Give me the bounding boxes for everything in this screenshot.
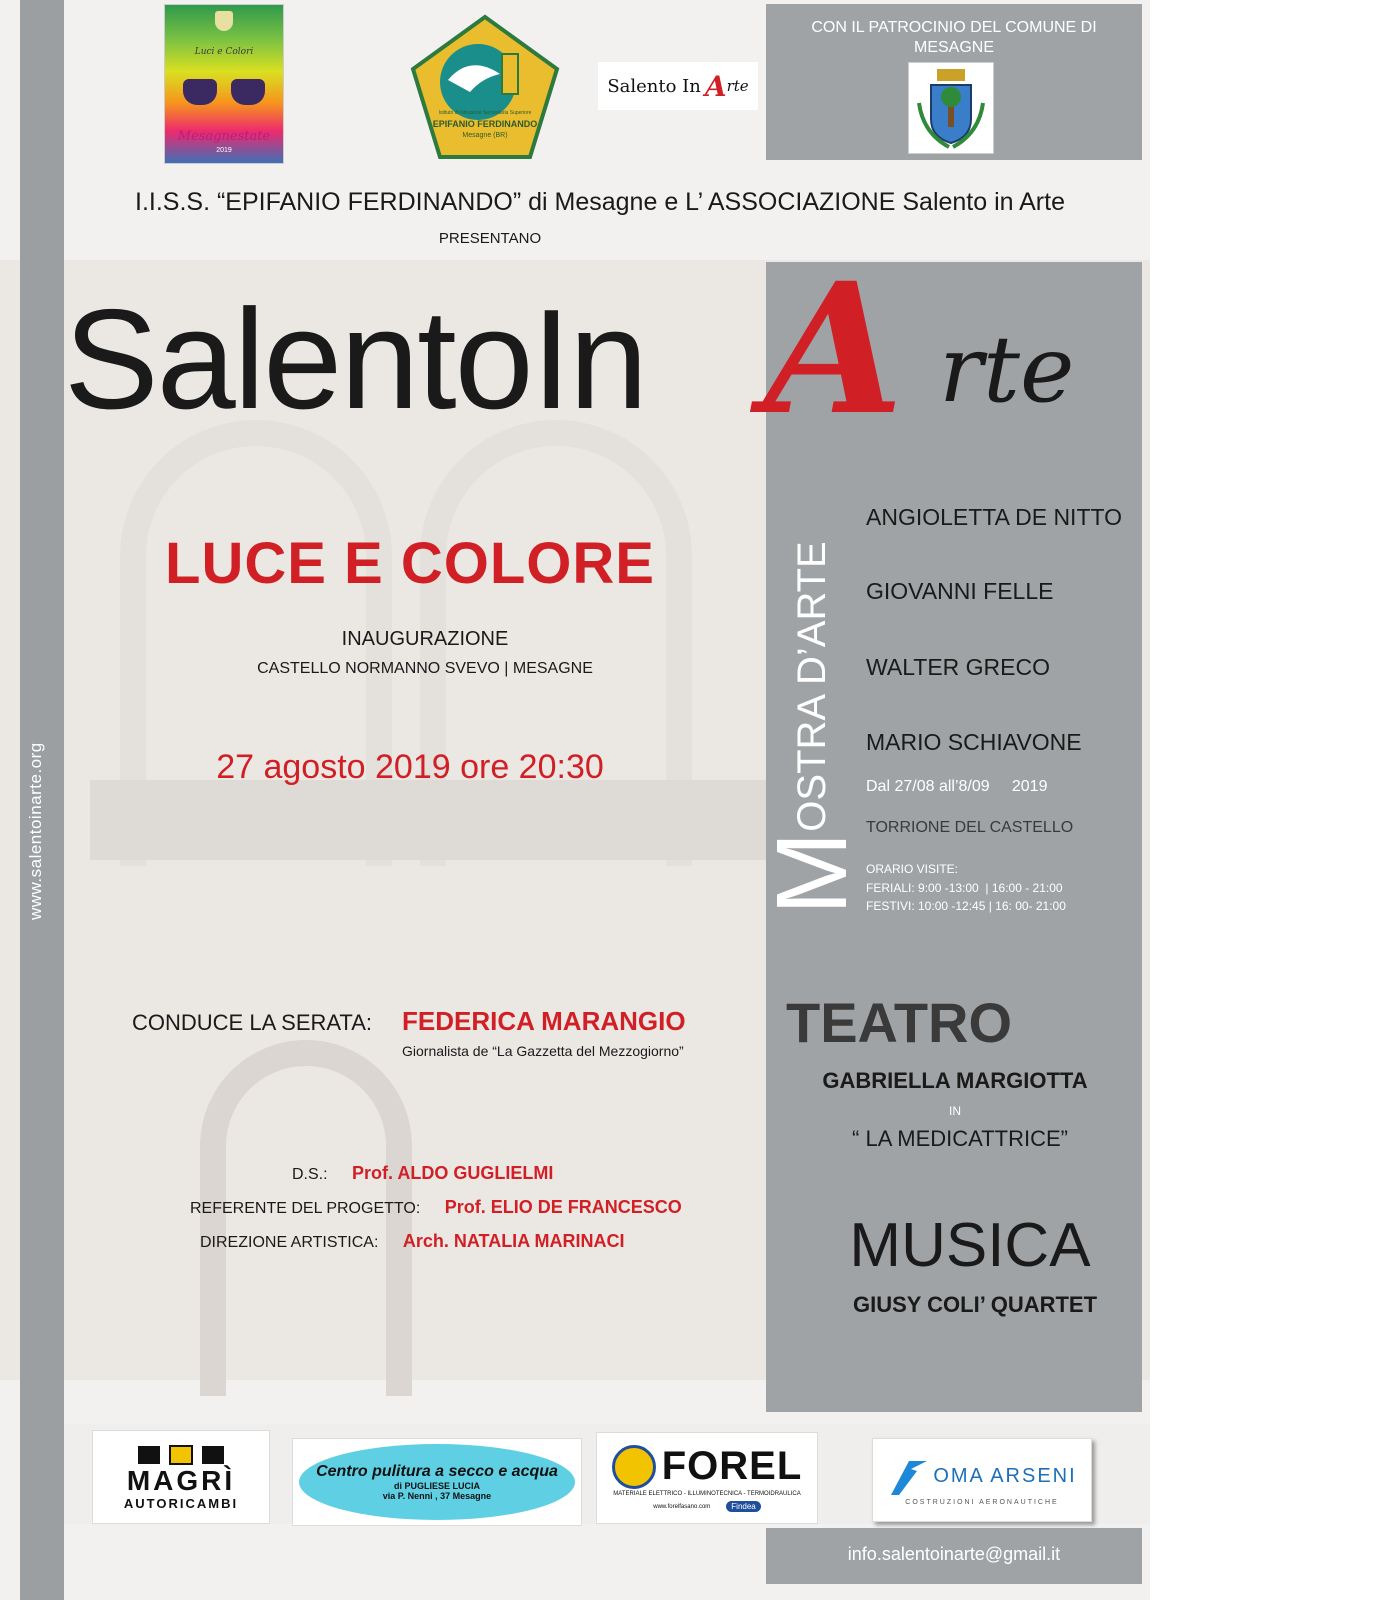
credit-name: Prof. ALDO GUGLIELMI <box>352 1163 554 1183</box>
event-title: LUCE E COLORE <box>165 531 655 596</box>
website-url[interactable]: www.salentoinarte.org <box>26 742 45 920</box>
credit-row <box>292 1163 553 1184</box>
crest-icon <box>909 63 993 153</box>
mostra-dates: Dal 27/08 all’8/09 2019 <box>866 778 1048 795</box>
oma-sub: COSTRUZIONI AERONAUTICHE <box>905 1498 1059 1506</box>
organizers-line: I.I.S.S. “EPIFANIO FERDINANDO” di Mesagne e L’ ASSOCIAZIONE Salento in Arte <box>135 188 1065 216</box>
host-role: Giornalista de “La Gazzetta del Mezzogiorno” <box>402 1043 684 1059</box>
artist-name: GIOVANNI FELLE <box>866 578 1054 604</box>
title-arte-rest: rte <box>939 316 1075 423</box>
crest-icon <box>215 11 233 31</box>
estate-year-text: 2019 <box>216 147 232 154</box>
host-name: FEDERICA MARANGIO <box>402 1006 686 1036</box>
forel-footer <box>653 1501 761 1512</box>
salento-in-arte-small-logo <box>598 62 758 110</box>
small-logo-suffix: rte <box>726 77 749 95</box>
credit-label: D.S.: <box>292 1166 328 1183</box>
event-place: CASTELLO NORMANNO SVEVO | MESAGNE <box>257 660 593 677</box>
magri-mark-icon <box>136 1444 226 1466</box>
hours-holiday: FESTIVI: 10:00 -12:45 | 16: 00- 21:00 <box>866 899 1066 913</box>
artist-name: WALTER GRECO <box>866 654 1051 680</box>
backdrop-balcony <box>90 780 770 860</box>
teatro-title: TEATRO <box>786 991 1013 1054</box>
estate-name-text: Mesagnestate <box>177 129 271 144</box>
oma-name: OMA ARSENI <box>933 1465 1077 1487</box>
artist-name: MARIO SCHIAVONE <box>866 729 1082 755</box>
school-line-2: EPIFANIO FERDINANDO <box>432 119 538 129</box>
small-logo-prefix: Salento In <box>607 75 701 97</box>
credit-name: Prof. ELIO DE FRANCESCO <box>444 1197 682 1217</box>
backdrop-door-arch <box>200 1040 412 1396</box>
event-datetime: 27 agosto 2019 ore 20:30 <box>216 748 604 786</box>
school-line-1: Istituto di Istruzione Secondaria Superiore <box>438 110 532 116</box>
forel-name: FOREL <box>661 1444 803 1488</box>
school-logo <box>410 14 560 160</box>
footer-email[interactable]: info.salentoinarte@gmail.it <box>847 1544 1061 1564</box>
magri-sub: AUTORICAMBI <box>123 1495 239 1511</box>
oma-header <box>887 1455 1076 1499</box>
patronage-text: CON IL PATROCINIO DEL COMUNE DI MESAGNE <box>811 19 1097 56</box>
credit-name: Arch. NATALIA MARINACI <box>402 1231 625 1251</box>
musica-band: GIUSY COLI’ QUARTET <box>852 1292 1098 1317</box>
sponsor-forel <box>596 1432 818 1524</box>
credit-row <box>200 1231 625 1252</box>
teatro-play: “ LA MEDICATTRICE” <box>852 1126 1068 1151</box>
forel-url[interactable]: www.forelfasano.com <box>653 1503 711 1510</box>
artist-name: ANGIOLETTA DE NITTO <box>866 504 1123 530</box>
teatro-in: IN <box>949 1104 961 1118</box>
musica-title: MUSICA <box>849 1211 1091 1280</box>
footer-email-box <box>766 1528 1142 1584</box>
hours-weekday: FERIALI: 9:00 -13:00 | 16:00 - 21:00 <box>866 881 1063 895</box>
forel-badge: Findea <box>726 1501 760 1512</box>
mostra-vertical-heading <box>756 475 868 915</box>
title-salento-in: SalentoIn <box>64 280 647 439</box>
sunglasses-icon <box>183 79 217 105</box>
sponsor-magri <box>92 1430 270 1524</box>
hours-title: ORARIO VISITE: <box>866 862 959 876</box>
main-title <box>64 244 1150 455</box>
credit-label: DIREZIONE ARTISTICA: <box>200 1234 379 1251</box>
sponsor-oma-arseni <box>872 1438 1092 1522</box>
teatro-performer: GABRIELLA MARGIOTTA <box>822 1068 1088 1093</box>
school-line-3: Mesagne (BR) <box>462 132 508 139</box>
sunglasses-icon <box>231 79 265 105</box>
title-arte-a: A <box>764 244 904 455</box>
comune-crest <box>908 62 994 154</box>
sponsor-centro-pulitura <box>292 1438 582 1526</box>
centro-ellipse <box>299 1444 575 1520</box>
aircraft-swoosh-icon <box>887 1455 931 1499</box>
forel-header <box>612 1444 803 1489</box>
forel-emblem-icon <box>612 1445 656 1489</box>
centro-sub-2: via P. Nenni , 37 Mesagne <box>382 1491 492 1501</box>
credit-row <box>190 1197 682 1218</box>
centro-sub-1: di PUGLIESE LUCIA <box>393 1481 480 1491</box>
host-label: CONDUCE LA SERATA: <box>132 1010 373 1035</box>
small-logo-a: A <box>704 69 727 103</box>
centro-title: Centro pulitura a secco e acqua <box>316 1463 558 1480</box>
patronage-box <box>766 4 1142 160</box>
mesagnestate-logo <box>164 4 284 164</box>
mostra-initial: M <box>756 831 868 915</box>
estate-small-text: Luci e Colori <box>194 47 254 57</box>
credit-label: REFERENTE DEL PROGETTO: <box>190 1200 421 1217</box>
forel-sub: MATERIALE ELETTRICO - ILLUMINOTECNICA - TERMOIDRAULICA <box>613 1491 801 1497</box>
mostra-location: TORRIONE DEL CASTELLO <box>866 819 1074 836</box>
presents-text: PRESENTANO <box>438 230 542 247</box>
magri-name: MAGRÌ <box>126 1464 236 1496</box>
mostra-rest: OSTRA D’ARTE <box>790 541 834 832</box>
inauguration-label: INAUGURAZIONE <box>341 628 509 650</box>
